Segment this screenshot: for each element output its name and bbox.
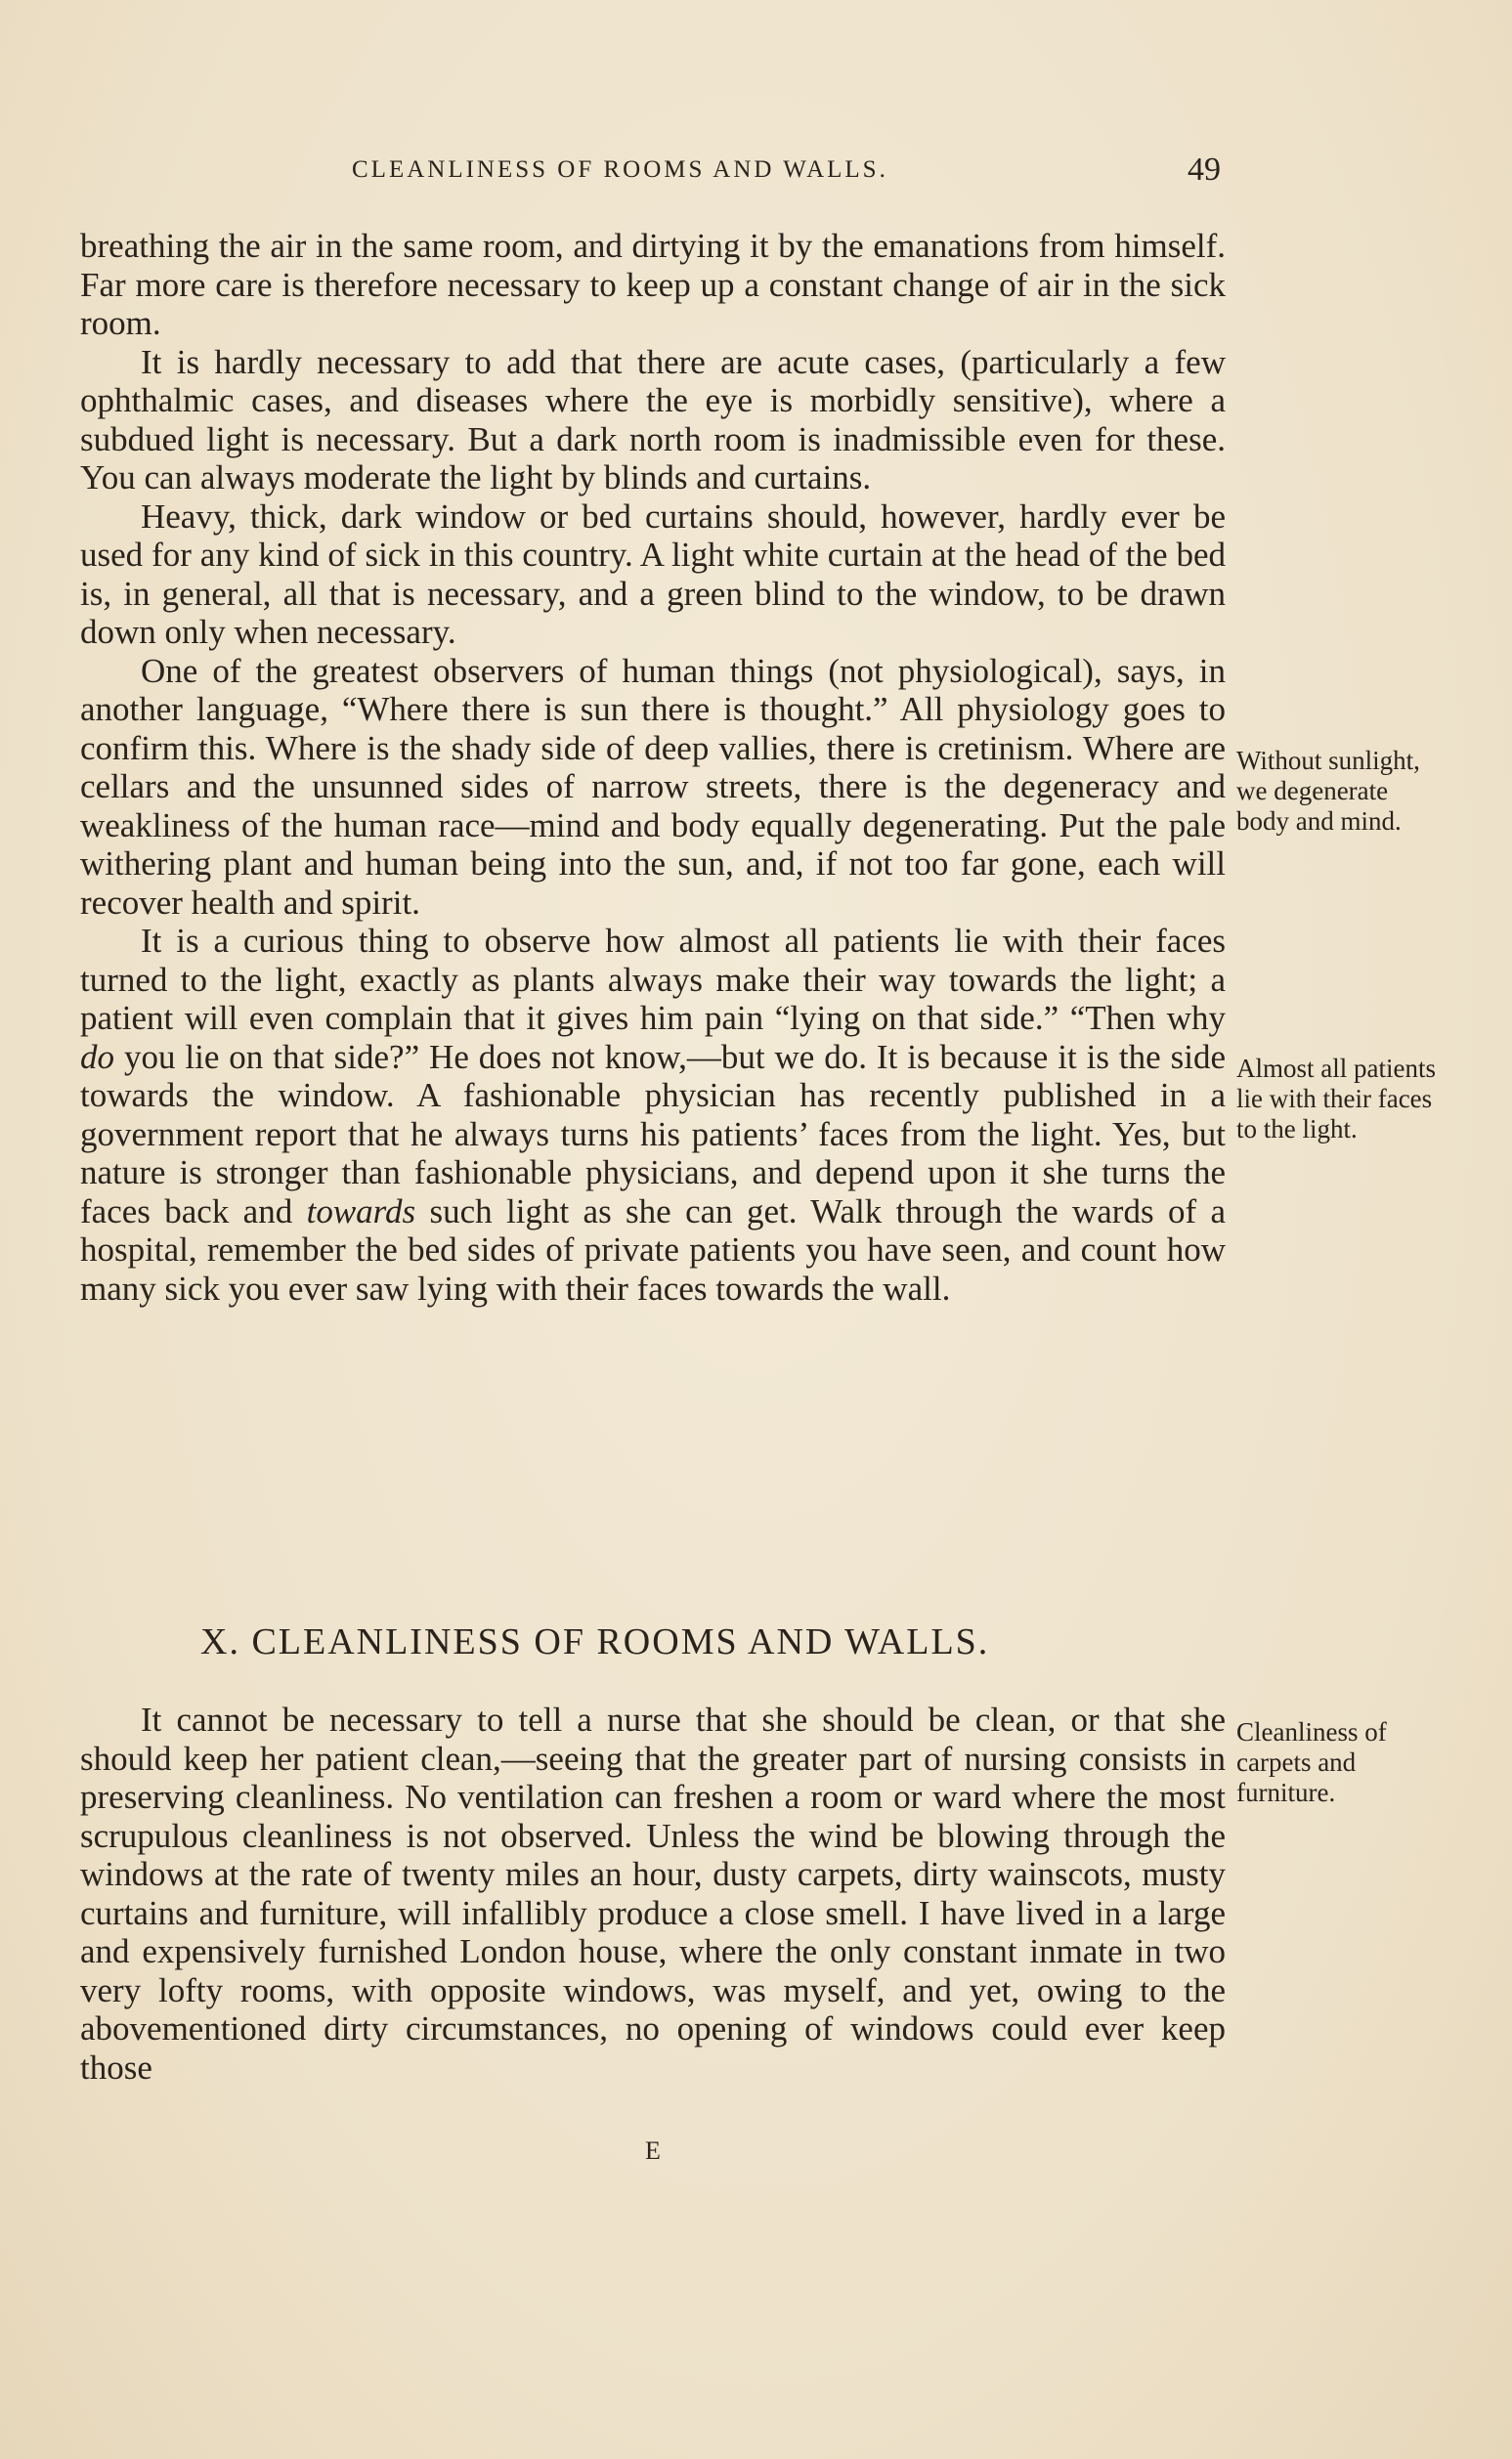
sidenote-patients-light: Almost all patients lie with their faces to the light. bbox=[1236, 1054, 1436, 1143]
paragraph-1: breathing the air in the same room, and dirtying it by the emanations from himself. Far more care is therefore necessary to keep up a constant change of air in the sick room. bbox=[80, 227, 1226, 342]
paragraph-5-emphasis-2: towards bbox=[306, 1191, 416, 1230]
paragraph-5-emphasis-1: do bbox=[80, 1037, 114, 1076]
body-text-section bbox=[80, 1701, 1226, 2087]
paragraph-4: One of the greatest observers of human things (not physiological), says, in another language, “Where there is sun there is thought.” All physiology goes to confirm this. Where is the shady side of deep vallies, there is cretinism. Where are cellars and the unsunned sides of narrow streets, there is the degeneracy and weakliness of the human race—mind and body equally degenerating. Put the pale withering plant and human being into the sun, and, if not too far gone, each will recover health and spirit. bbox=[80, 651, 1226, 922]
paragraph-2: It is hardly necessary to add that there are acute cases, (particularly a few ophthalmic cases, and diseases where the eye is morbidly sensitive), where a subdued light is necessary. But a dark north room is inadmissible even for these. You can always moderate the light by blinds and curtains. bbox=[80, 342, 1226, 496]
section-paragraph: It cannot be necessary to tell a nurse that she should be clean, or that she should keep her patient clean,—seeing that the greater part of nursing consists in preserving cleanliness. No ventilation can freshen a room or ward where the most scrupulous cleanliness is not observed. Unless the wind be blowing through the windows at the rate of twenty miles an hour, dusty carpets, dirty wainscots, musty curtains and furniture, will infallibly produce a close smell. I have lived in a large and expensively furnished London house, where the only constant inmate in two very lofty rooms, with opposite windows, was myself, and yet, owing to the abovementioned dirty circumstances, no opening of windows could ever keep those bbox=[80, 1701, 1226, 2087]
paragraph-5-part-1: It is a curious thing to observe how almost all patients lie with their faces turned to the light, exactly as plants always make their way towards the light; a patient will even complain that it gives him pain “lying on that side.” “Then why bbox=[80, 922, 1226, 1037]
sidenote-cleanliness: Cleanliness of carpets and furniture. bbox=[1236, 1717, 1387, 1807]
signature-mark: E bbox=[645, 2136, 661, 2165]
running-head: CLEANLINESS OF ROOMS AND WALLS. bbox=[352, 156, 888, 183]
paragraph-3: Heavy, thick, dark window or bed curtains should, however, hardly ever be used for any kind of sick in this country. A light white curtain at the head of the bed is, in general, all that is necessary, and a green blind to the window, to be drawn down only when necessary. bbox=[80, 496, 1226, 651]
paragraph-5 bbox=[80, 922, 1226, 1308]
paragraph-5-part-3: such light as she can get. Walk through the wards of a hospital, remember the bed sides of private patients you have seen, and count how many sick you ever saw lying with their faces towards the wall. bbox=[80, 1191, 1226, 1308]
body-text-top bbox=[80, 227, 1226, 1308]
page-number: 49 bbox=[1188, 151, 1221, 188]
section-heading: X. CLEANLINESS OF ROOMS AND WALLS. bbox=[200, 1621, 990, 1662]
sidenote-sunlight: Without sunlight, we degenerate body and mind. bbox=[1236, 746, 1420, 836]
paragraph-5-part-2: you lie on that side?” He does not know,—but we do. It is because it is the side towards the window. A fashionable physician has recently published in a government report that he always turns his patients’ faces from the light. Yes, but nature is stronger than fashionable physicians, and depend upon it she turns the faces back and bbox=[80, 1037, 1226, 1230]
